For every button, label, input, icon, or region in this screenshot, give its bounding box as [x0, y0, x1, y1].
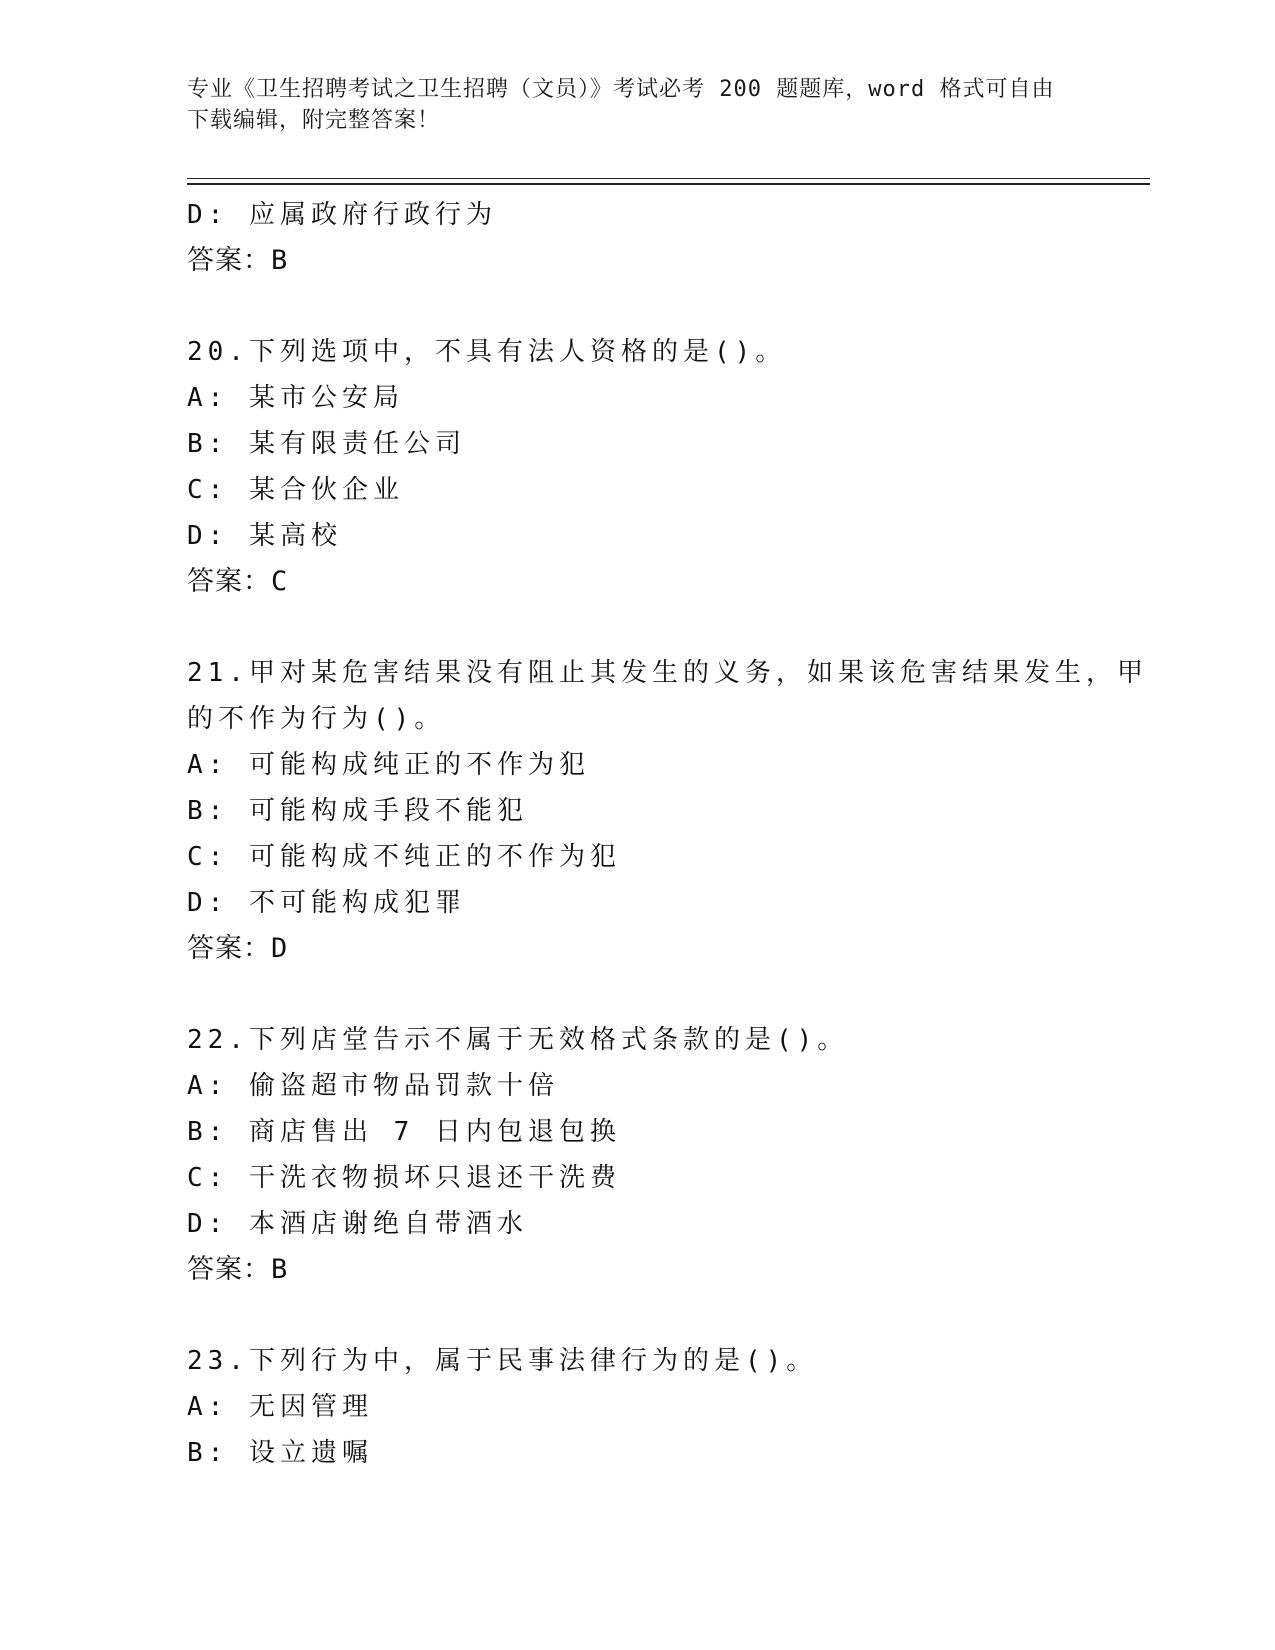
- question-stem-line-1: 21.甲对某危害结果没有阻止其发生的义务，如果该危害结果发生，甲: [187, 658, 1148, 688]
- answer-key: B: [271, 245, 289, 276]
- answer-line: [187, 559, 1107, 605]
- option-b: B: 可能构成手段不能犯: [187, 796, 528, 826]
- option-d: D: 不可能构成犯罪: [187, 888, 466, 918]
- answer-label: 答案：: [187, 933, 271, 964]
- option-b: B: 商店售出 7 日内包退包换: [187, 1117, 621, 1147]
- spacer: [187, 972, 1107, 1017]
- option-b: B: 设立遗嘱: [187, 1438, 373, 1468]
- answer-label: 答案：: [187, 1254, 271, 1285]
- option-a: A: 可能构成纯正的不作为犯: [187, 750, 590, 780]
- spacer: [187, 1293, 1107, 1338]
- option-c: C: 可能构成不纯正的不作为犯: [187, 842, 621, 872]
- option-a: A: 无因管理: [187, 1392, 373, 1422]
- spacer: [187, 605, 1107, 650]
- header-divider-top: [187, 178, 1150, 179]
- option-d: D: 本酒店谢绝自带酒水: [187, 1209, 528, 1239]
- option-d: D: 应属政府行政行为: [187, 200, 497, 230]
- option-d: D: 某高校: [187, 521, 342, 551]
- option-c: C: 干洗衣物损坏只退还干洗费: [187, 1163, 621, 1193]
- answer-line: [187, 238, 1107, 284]
- question-stem: 23.下列行为中，属于民事法律行为的是()。: [187, 1346, 818, 1376]
- answer-line: [187, 1247, 1107, 1293]
- option-b: B: 某有限责任公司: [187, 429, 466, 459]
- question-content: [187, 192, 1148, 1476]
- header-divider-bottom: [187, 183, 1150, 185]
- answer-key: D: [271, 933, 289, 964]
- question-stem: 22.下列店堂告示不属于无效格式条款的是()。: [187, 1025, 849, 1055]
- option-a: A: 偷盗超市物品罚款十倍: [187, 1071, 559, 1101]
- option-c: C: 某合伙企业: [187, 475, 404, 505]
- answer-label: 答案：: [187, 566, 271, 597]
- question-stem: 20.下列选项中，不具有法人资格的是()。: [187, 337, 787, 367]
- option-a: A: 某市公安局: [187, 383, 404, 413]
- answer-key: B: [271, 1254, 289, 1285]
- answer-key: C: [271, 566, 289, 597]
- document-header: 专业《卫生招聘考试之卫生招聘（文员）》考试必考 200 题题库，word 格式可自由下载编辑，附完整答案！: [187, 77, 1055, 133]
- question-stem-line-2: 的不作为行为()。: [187, 704, 446, 734]
- spacer: [187, 284, 1107, 329]
- answer-line: [187, 926, 1107, 972]
- answer-label: 答案：: [187, 245, 271, 276]
